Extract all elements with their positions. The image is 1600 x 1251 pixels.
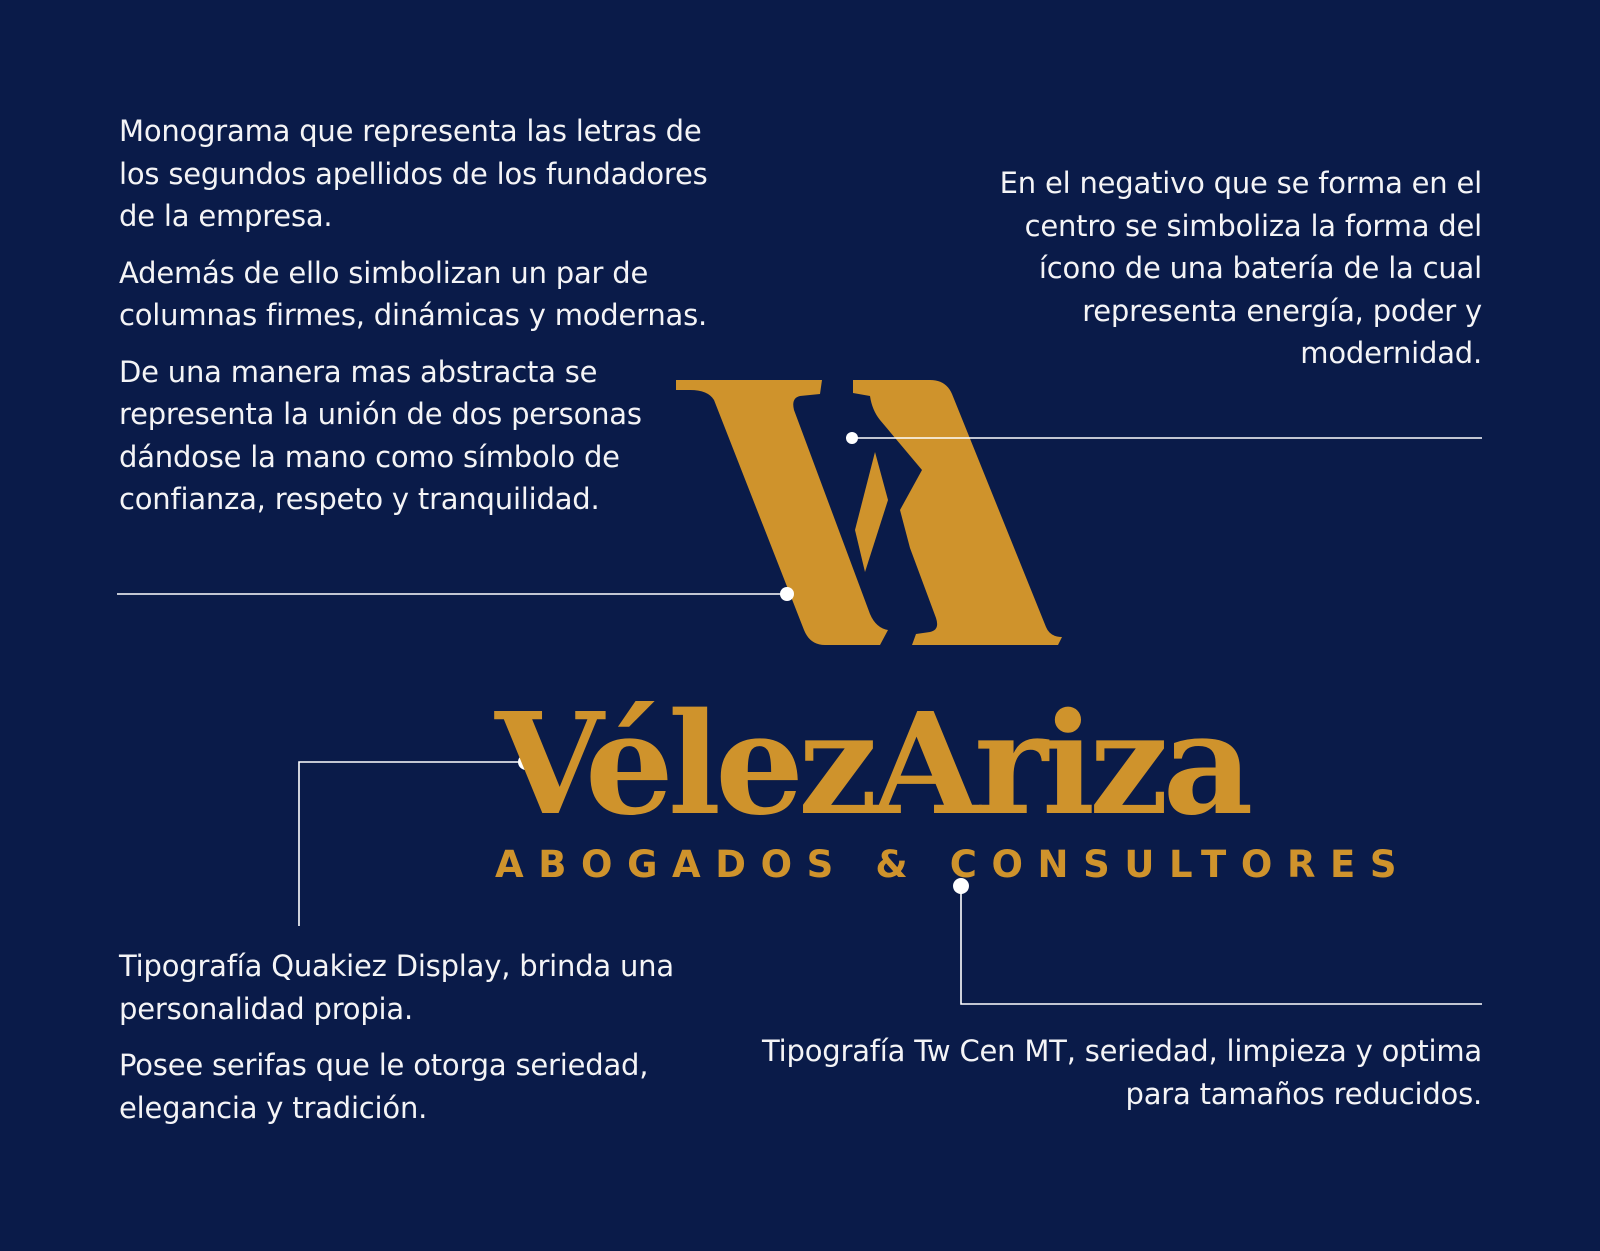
secondary-typeface-paragraph-1: Tipografía Tw Cen MT, seriedad, limpieza y optima para tamaños reducidos.: [762, 1034, 1482, 1111]
monogram-paragraph-3: De una manera mas abstracta se representa la unión de dos personas dándose la mano como símbolo de confianza, respeto y tranquilidad.: [119, 354, 642, 516]
secondary-typeface-description: [740, 1030, 1482, 1129]
monogram-right-column: [853, 380, 1062, 645]
logo-tagline: ABOGADOS & CONSULTORES: [495, 843, 1412, 886]
primary-typeface-description: [119, 945, 679, 1143]
monogram-left-column: [676, 380, 888, 645]
monogram-icon: [676, 380, 1062, 645]
battery-diamond: [855, 452, 888, 572]
logo-wordmark: VélezAriza: [495, 683, 1248, 847]
monogram-paragraph-1: Monograma que representa las letras de los segundos apellidos de los fundadores de la empresa.: [119, 114, 708, 233]
primary-typeface-paragraph-2: Posee serifas que le otorga seriedad, elegancia y tradición.: [119, 1048, 649, 1125]
primary-typeface-paragraph-1: Tipografía Quakiez Display, brinda una personalidad propia.: [119, 949, 674, 1026]
monogram-paragraph-2: Además de ello simbolizan un par de columnas firmes, dinámicas y modernas.: [119, 255, 708, 332]
callout-monogram: [117, 587, 794, 601]
negative-paragraph-1: En el negativo que se forma en el centro se simboliza la forma del ícono de una batería de la cual representa energía, poder y modernidad.: [999, 166, 1482, 370]
callout-secondary-typeface: [953, 878, 1482, 1004]
